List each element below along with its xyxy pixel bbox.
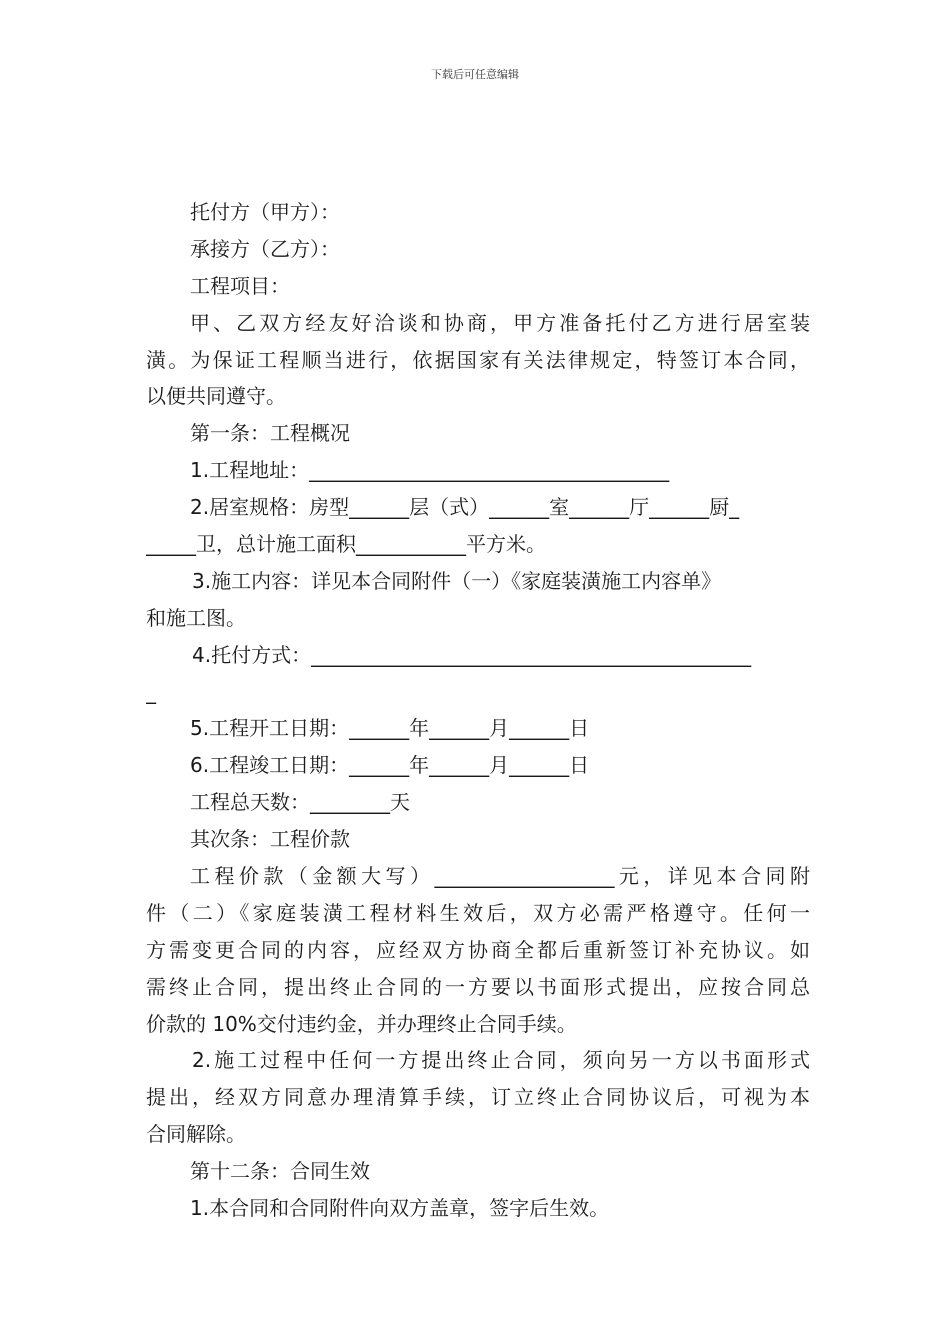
contract-line: _ xyxy=(146,679,156,704)
contract-line: 第一条：工程概况 xyxy=(190,421,350,446)
contract-line: 提出，经双方同意办理清算手续，订立终止合同协议后，可视为本 xyxy=(146,1085,810,1110)
contract-line: 甲、乙双方经友好洽谈和协商，甲方准备托付乙方进行居室装 xyxy=(190,310,810,335)
contract-line: 第十二条：合同生效 xyxy=(190,1159,370,1184)
contract-line: 1.本合同和合同附件向双方盖章，签字后生效。 xyxy=(190,1196,610,1221)
contract-line: 其次条：工程价款 xyxy=(190,827,350,852)
contract-line: 价款的 10%交付违约金，并办理终止合同手续。 xyxy=(146,1011,577,1036)
contract-line: 合同解除。 xyxy=(146,1122,246,1147)
contract-line: 承接方（乙方）： xyxy=(190,236,340,261)
contract-line: 潢。为保证工程顺当进行，依据国家有关法律规定，特签订本合同， xyxy=(146,347,810,372)
contract-line: 和施工图。 xyxy=(146,605,246,630)
contract-line: 2.施工过程中任何一方提出终止合同，须向另一方以书面形式 xyxy=(192,1048,810,1073)
contract-line: 工程价款（金额大写）__________________元，详见本合同附 xyxy=(190,864,810,889)
contract-body xyxy=(146,194,810,1227)
contract-line: 1.工程地址：____________________________________ xyxy=(190,458,670,483)
page-header: 下载后可任意编辑 xyxy=(431,68,519,81)
contract-line: 5.工程开工日期：______年______月______日 xyxy=(190,716,590,741)
contract-line: 托付方（甲方）： xyxy=(190,200,340,224)
contract-line: 件（二）《家庭装潢工程材料生效后，双方必需严格遵守。任何一 xyxy=(146,900,810,925)
contract-line: 工程总天数：________天 xyxy=(190,790,410,815)
contract-line: 3.施工内容：详见本合同附件（一）《家庭装潢施工内容单》 xyxy=(192,568,722,593)
contract-line: 以便共同遵守。 xyxy=(146,384,286,409)
contract-line: 工程项目： xyxy=(190,273,290,298)
contract-line: _____卫，总计施工面积___________平方米。 xyxy=(146,532,546,557)
contract-line: 2.居室规格：房型______层（式）______室______厅______厨_ xyxy=(190,495,740,520)
contract-line: 需终止合同，提出终止合同的一方要以书面形式提出，应按合同总 xyxy=(146,974,810,999)
contract-line: 6.工程竣工日期：______年______月______日 xyxy=(190,753,590,778)
contract-line: 方需变更合同的内容，应经双方协商全都后重新签订补充协议。如 xyxy=(146,937,810,962)
contract-line: 4.托付方式：____________________________________________ xyxy=(192,642,752,667)
